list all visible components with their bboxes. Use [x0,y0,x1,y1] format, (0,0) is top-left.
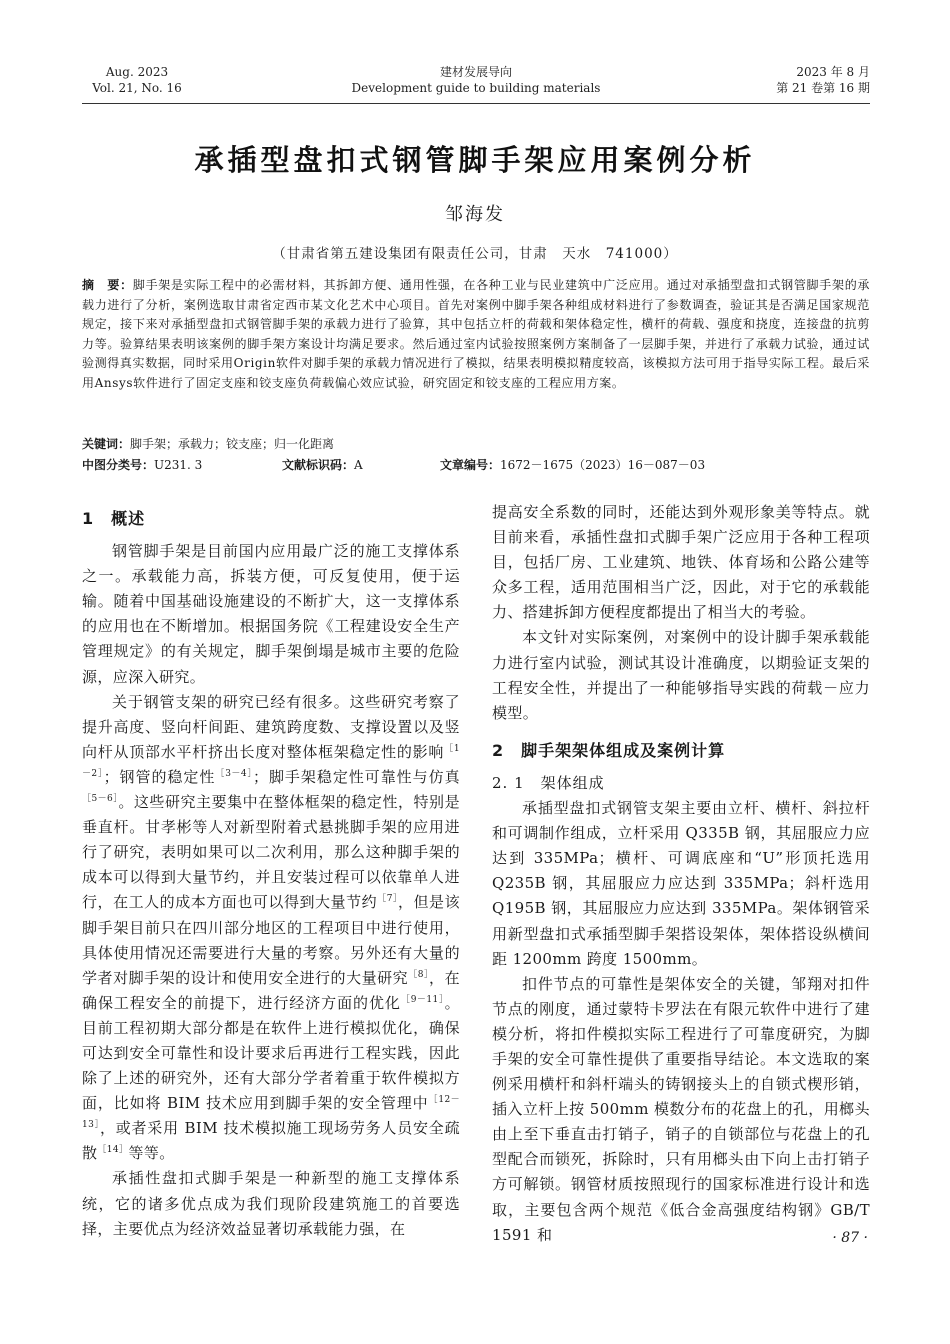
clc-label: 中图分类号： [82,458,155,472]
paper-title: 承插型盘扣式钢管脚手架应用案例分析 [194,143,756,177]
citation: ［5－6］ [82,794,119,805]
header-volume-en: Vol. 21, No. 16 [92,81,182,95]
citation: ［8］ [408,969,430,980]
text-run: 。这些研究主要集中在整体框架的稳定性，特别是垂直杆。甘孝彬等人对新型附着式悬挑脚手架的应用进行了研究，表明如果可以二次利用，那么这种脚手架的成本可以得到大量节约，并且安装过程可以依靠单人进行，在工人的成本方面也可以得到大量节约 [82,793,460,912]
subsection-heading-2-1: 2. 1 架体组成 [492,773,605,792]
paragraph: 承插型盘扣式钢管支架主要由立杆、横杆、斜拉杆和可调制作组成，立杆采用 Q335B 钢，其屈服应力应达到 335MPa；横杆、可调底座和“U”形顶托选用 Q235B 钢，其屈服应力应达到 335MPa；斜杆选用 Q195B 钢，其屈服应力应达到 335MPa。架体钢管采用新型盘扣式承插型脚手架搭设架体，架体搭设纵横间距 1200mm 跨度 1500mm。 [492,799,870,968]
paragraph: 扣件节点的可靠性是架体安全的关键，邹翔对扣件节点的刚度，通过蒙特卡罗法在有限元软件中进行了建模分析，将扣件模拟实际工程进行了可靠度研究，为脚手架的安全可靠性提供了重要指导结论。本文选取的案例采用横杆和斜杆端头的铸钢接头上的自锁式楔形销，插入立杆上按 500mm 模数分布的花盘上的孔，用榔头由上至下垂直击打销子，销子的自锁部位与花盘上的孔型配合而锁死，拆除时，只有用榔头由下向上击打销子方可解锁。钢管材质按照现行的国家标准进行设计和选取，主要包含两个规范《低合金高强度结构钢》GB/T 1591 和 [492,974,870,1244]
keywords-label: 关键词： [82,437,131,451]
text-run: ；钢管的稳定性 [103,767,216,786]
article-label: 文章编号： [440,458,501,472]
article-value: 1672－1675（2023）16－087－03 [500,458,706,472]
text-run: 。目前工程初期大部分都是在软件上进行模拟优化，确保可达到安全可靠性和设计要求后再进行工程实践，因此除了上述的研究外，还有大部分学者着重于软件模拟方面，比如将 BIM 技术应用到脚手架的安全管理中 [82,993,460,1113]
citation: ［9－11］ [400,994,445,1005]
citation: ［3－4］ [215,768,253,779]
right-column [492,500,870,1248]
page-number: · 87 · [832,1230,868,1246]
running-header [82,64,870,104]
paragraph: 本文针对实际案例，对案例中的设计脚手架承载能力进行室内试验，测试其设计准确度，以期验证支架的工程安全性，并提出了一种能够指导实践的荷载－应力模型。 [492,628,870,722]
section-heading-1: 1 概述 [82,509,146,528]
article-number [440,456,705,473]
doc-value: A [354,458,363,472]
paragraph-with-refs [82,690,460,1167]
text-run: 关于钢管支架的研究已经有很多。这些研究考察了提升高度、竖向杆间距、建筑跨度数、支撑设置以及竖向杆从顶部水平杆挤出长度对整体框架稳定性的影响 [82,692,460,761]
left-column [82,500,460,1242]
paper-author: 邹海发 [445,204,505,225]
keywords-text: 脚手架；承载力；铰支座；归一化距离 [130,437,335,451]
paragraph: 承插性盘扣式脚手架是一种新型的施工支撑体系统，它的诸多优点成为我们现阶段建筑施工的首要选择，主要优点为经济效益显著切承载能力强，在 [82,1169,460,1238]
paragraph: 钢管脚手架是目前国内应用最广泛的施工支撑体系之一。承载能力高，拆装方便，可反复使用，便于运输。随着中国基础设施建设的不断扩大，这一支撑体系的应用也在不断增加。根据国务院《工程建设安全生产管理规定》的有关规定，脚手架倒塌是城市主要的危险源，应深入研究。 [82,542,460,686]
text-run: 等等。 [128,1144,175,1163]
header-journal [82,64,870,96]
clc-number [82,456,202,473]
abstract [82,276,870,393]
keywords [82,435,870,452]
citation: ［1－2］ [82,743,460,779]
header-date-en: Aug. 2023 [105,65,169,79]
journal-name-en: Development guide to building materials [351,81,601,95]
header-divider [82,103,870,104]
clc-value: U231. 3 [154,458,203,472]
citation: ［7］ [377,894,398,905]
text-run: ，但是该脚手架目前只在四川部分地区的工程项目中进行使用，具体使用情况还需要进行大量的考察。另外还有大量的学者对脚手架的设计和使用安全进行的大量研究 [82,893,460,987]
header-volume-cn: 第 21 卷第 16 期 [776,81,870,95]
citation: ［12－13］ [82,1095,460,1131]
text-run: ，在确保工程安全的前提下，进行经济方面的优化 [82,968,460,1012]
doc-label: 文献标识码： [282,458,355,472]
document-code [282,456,363,473]
journal-name-cn: 建材发展导向 [439,65,512,79]
paragraph-continued: 提高安全系数的同时，还能达到外观形象美等特点。就目前来看，承插性盘扣式脚手架广泛应用于各种工程项目，包括厂房、工业建筑、地铁、体育场和公路公建等众多工程，适用范围相当广泛，因此，对于它的承载能力、搭建拆卸方便程度都提出了相当大的考验。 [492,503,870,622]
text-run: ，或者采用 BIM 技术模拟施工现场劳务人员安全疏散 [82,1119,460,1163]
text-run: ；脚手架稳定性可靠性与仿真 [252,767,460,786]
author-affiliation: （甘肃省第五建设集团有限责任公司，甘肃 天水 741000） [272,246,678,262]
header-date-volume-cn [776,64,870,96]
citation: ［14］ [97,1145,129,1156]
abstract-label: 摘 要： [82,278,133,292]
abstract-text: 脚手架是实际工程中的必需材料，其拆卸方便、通用性强，在各种工业与民业建筑中广泛应用。通过对承插型盘扣式钢管脚手架的承载力进行了分析，案例选取甘肃省定西市某文化艺术中心项目。首先对案例中脚手架各种组成材料进行了参数调查，验证其是否满足国家规范规定，接下来对承插型盘扣式钢管脚手架的承载力进行了验算，其中包括立杆的荷载和架体稳定性，横杆的荷载、强度和挠度，连接盘的抗剪力等。验算结果表明该案例的脚手架方案设计均满足要求。然后通过室内试验按照案例方案制备了一层脚手架，并进行了承载力试验，通过试验测得真实数据，同时采用Origin软件对脚手架的承载力情况进行了模拟，结果表明模拟精度较高，该模拟方法可用于指导实际工程。最后采用Ansys软件进行了固定支座和铰支座负荷载偏心效应试验，研究固定和铰支座的工程应用方案。 [82,278,871,390]
section-heading-2: 2 脚手架架体组成及案例计算 [492,740,726,760]
header-date-cn: 2023 年 8 月 [796,65,870,79]
